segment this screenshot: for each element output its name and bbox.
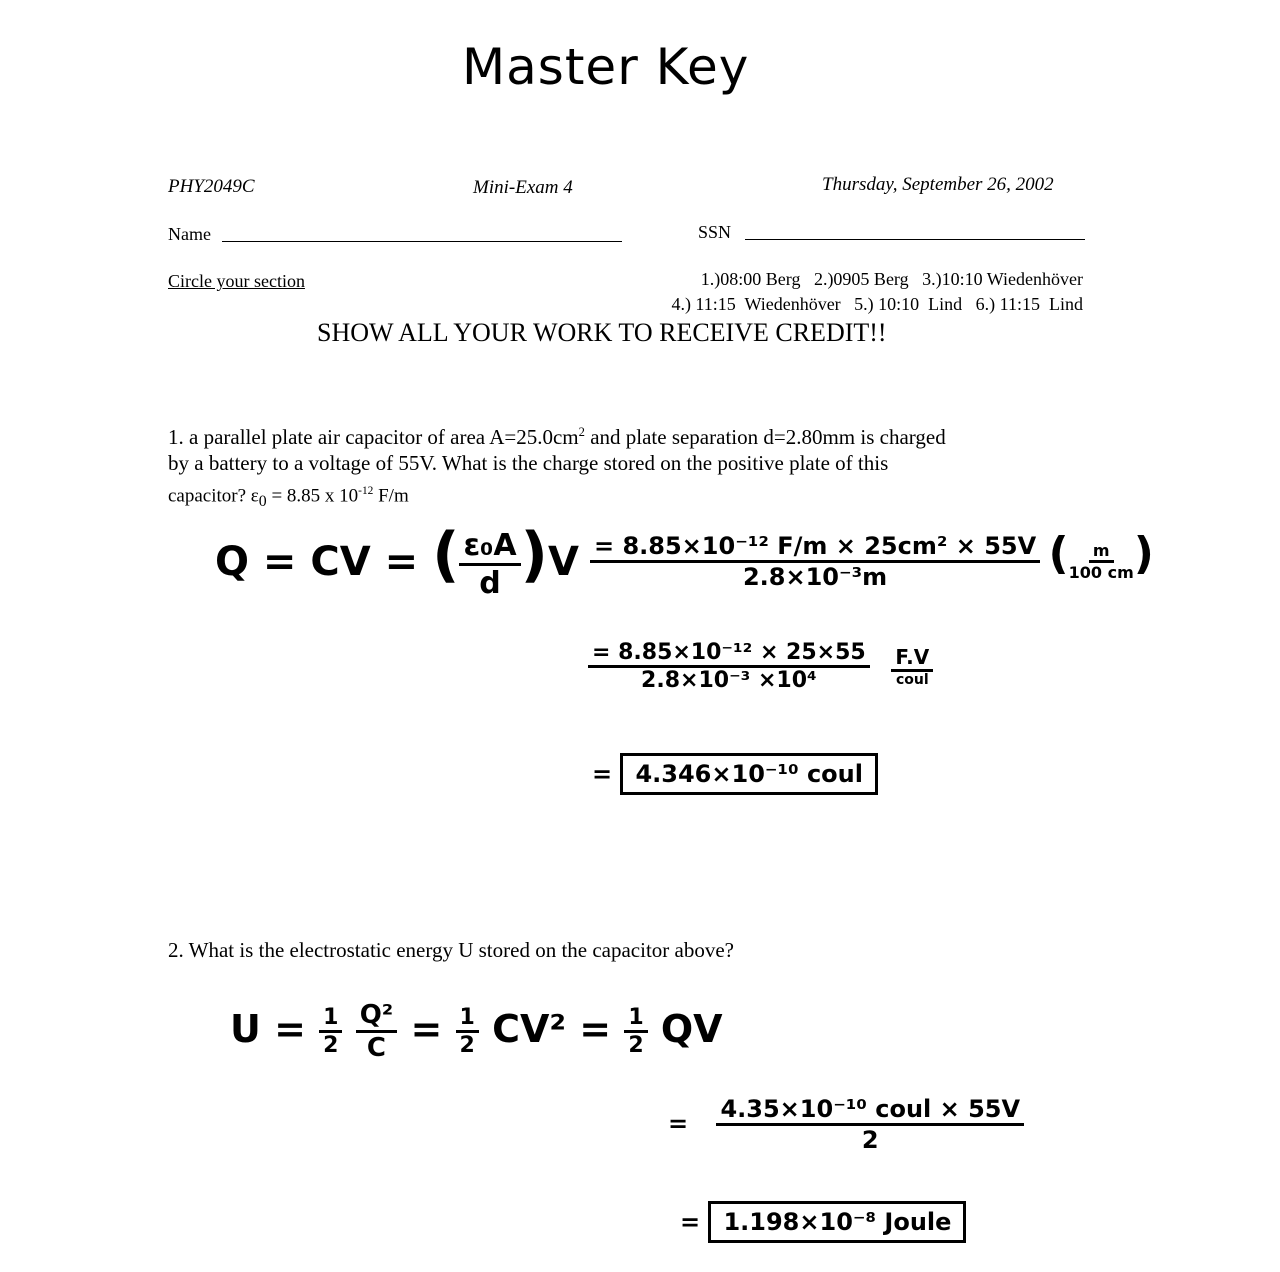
exam-name: Mini-Exam 4	[473, 177, 573, 198]
q1-sup: -12	[358, 485, 374, 497]
instruction: SHOW ALL YOUR WORK TO RECEIVE CREDIT!!	[317, 318, 887, 347]
answer2-result: = 1.198×10⁻⁸ Joule	[680, 1208, 966, 1236]
answer1-step1: Q = CV = ( $\frac{\text{ε₀A}}{d}$ )V	[215, 520, 579, 601]
q1-line3	[168, 485, 409, 511]
name-field[interactable]	[222, 241, 622, 242]
ssn-field[interactable]	[745, 239, 1085, 240]
hw-text: 2	[323, 1033, 339, 1058]
name-label: Name	[168, 224, 211, 244]
q1-sub: 0	[258, 493, 267, 511]
hw-text: d	[479, 565, 501, 601]
q1-text: capacitor? ε	[168, 485, 259, 507]
hw-text: 2.8×10⁻³m	[742, 562, 888, 591]
q1-text: = 8.85 x 10	[266, 485, 359, 507]
answer1-step2	[588, 640, 933, 693]
q1-line2: by a battery to a voltage of 55V. What is the charge stored on the positive plate of this	[168, 451, 889, 475]
answer1-result-box: 4.346×10⁻¹⁰ coul	[620, 753, 878, 795]
hw-text: 1	[456, 1005, 479, 1033]
hw-text: =	[668, 1109, 689, 1138]
hw-text: 100 cm	[1068, 562, 1134, 582]
hw-text: 4.35×10⁻¹⁰ coul × 55V	[716, 1095, 1024, 1126]
section-options-row2: 4.) 11:15 Wiedenhöver 5.) 10:10 Lind 6.) 11:15 Lind	[671, 294, 1083, 314]
answer2-step2	[668, 1095, 1024, 1154]
ssn-label: SSN	[698, 222, 732, 242]
q1-text: 1. a parallel plate air capacitor of area A=25.0cm	[168, 425, 579, 449]
answer2-step1	[230, 1000, 723, 1063]
hw-text: Q²	[356, 1000, 398, 1033]
section-options-row1: 1.)08:00 Berg 2.)0905 Berg 3.)10:10 Wiedenhöver	[700, 269, 1083, 289]
hw-text: ε₀A	[459, 528, 520, 566]
answer1-result: = 4.346×10⁻¹⁰ coul	[592, 760, 878, 788]
course-code: PHY2049C	[168, 176, 255, 197]
q1-line1	[168, 425, 946, 450]
hw-text: = 8.85×10⁻¹² F/m × 25cm² × 55V	[590, 532, 1040, 563]
hw-text: =	[579, 1007, 612, 1051]
hw-text: 2	[628, 1033, 644, 1058]
hw-text: Q = CV =	[215, 539, 433, 585]
q1-sup: 2	[578, 425, 585, 439]
q2-text: 2. What is the electrostatic energy U stored on the capacitor above?	[168, 938, 735, 962]
answer1-step1-rhs: $\frac{\text{= 8.85×10⁻¹² F/m × 25cm² × 55V}}{\text{2.8×10⁻³m}}$ ( $\frac{m}{100 cm}$ )	[590, 528, 1154, 591]
hw-text: 2	[459, 1033, 475, 1058]
hw-text: =	[410, 1007, 443, 1051]
hw-text: CV²	[492, 1007, 567, 1051]
q1-text: F/m	[373, 485, 409, 507]
hw-text: V	[547, 539, 579, 585]
hw-text: = 8.85×10⁻¹² × 25×55	[588, 640, 870, 668]
hw-text: F.V	[891, 645, 933, 672]
hw-text: 2.8×10⁻³ ×10⁴	[641, 668, 817, 693]
hw-text: 2	[861, 1126, 879, 1154]
hw-text: U =	[230, 1007, 320, 1051]
q1-text: and plate separation d=2.80mm is charged	[584, 425, 946, 449]
section-label: Circle your section	[168, 271, 305, 291]
hw-text: QV	[660, 1007, 723, 1051]
hw-text: coul	[895, 672, 929, 688]
hw-text: 1	[319, 1005, 342, 1033]
hw-text: C	[366, 1033, 386, 1063]
hw-text: m	[1089, 541, 1114, 563]
exam-date: Thursday, September 26, 2002	[822, 174, 1054, 195]
master-key-title: Master Key	[462, 38, 750, 96]
hw-text: 1	[624, 1005, 647, 1033]
answer2-result-box: 1.198×10⁻⁸ Joule	[708, 1201, 966, 1243]
